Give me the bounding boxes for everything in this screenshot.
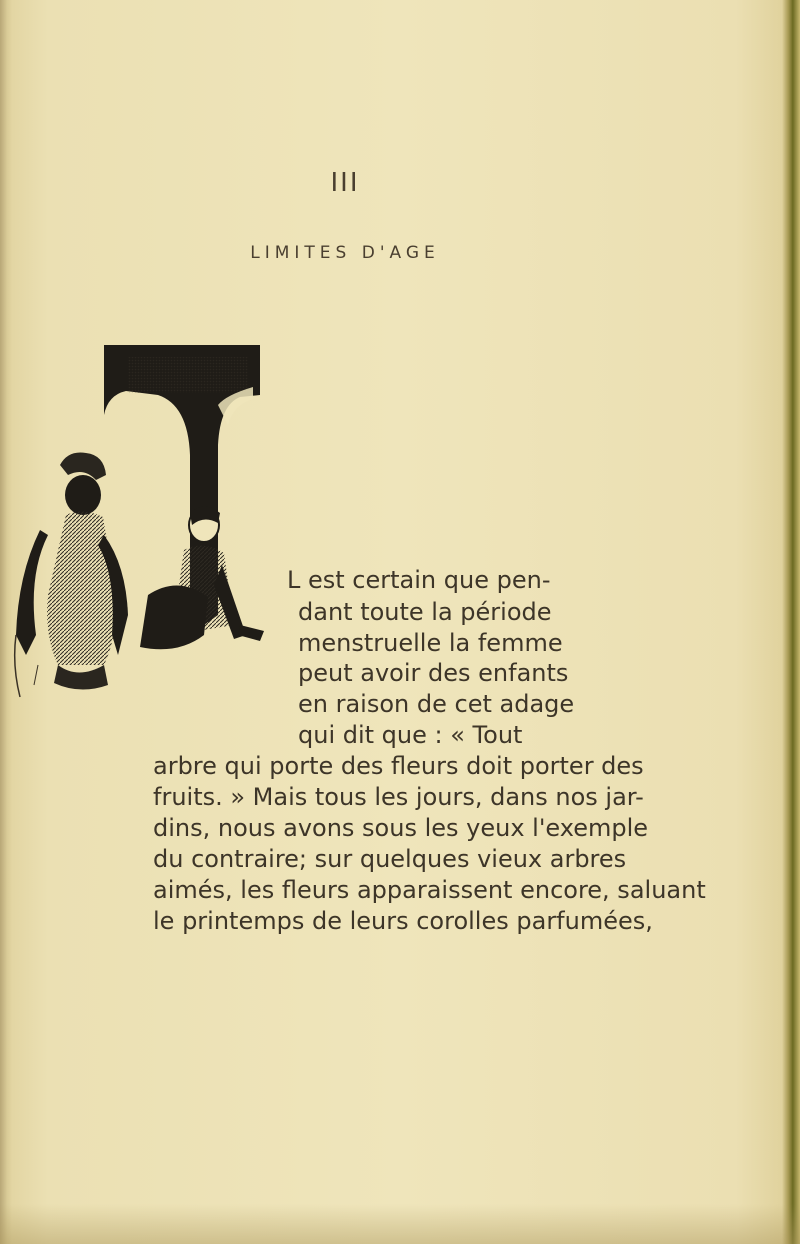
left-woman-figure-icon [16, 453, 128, 690]
text-line-8: fruits. » Mais tous les jours, dans nos jar- [153, 783, 644, 811]
text-line-6: qui dit que : « Tout [298, 721, 523, 749]
drop-cap-illustration [8, 335, 270, 705]
text-line-11: aimés, les fleurs apparaissent encore, saluant [153, 876, 706, 904]
text-line-1 [287, 562, 600, 598]
text-line-10: du contraire; sur quelques vieux arbres [153, 845, 627, 873]
line-text: L est certain que pen- [287, 566, 551, 594]
chapter-number: III [330, 168, 360, 198]
page-bottom-shade [0, 1204, 800, 1244]
page-right-edge [782, 0, 800, 1244]
text-line-2: dant toute la période [298, 598, 552, 626]
text-line-3: menstruelle la femme [298, 629, 563, 657]
text-line-7: arbre qui porte des fleurs doit porter des [153, 752, 644, 780]
text-line-5: en raison de cet adage [298, 690, 575, 718]
right-woman-figure-icon [140, 507, 264, 650]
text-line-9: dins, nous avons sous les yeux l'exemple [153, 814, 649, 842]
chapter-title: LIMITES D'AGE [250, 243, 440, 263]
text-line-4: peut avoir des enfants [298, 659, 569, 687]
text-line-12: le printemps de leurs corolles parfumées, [153, 907, 653, 935]
